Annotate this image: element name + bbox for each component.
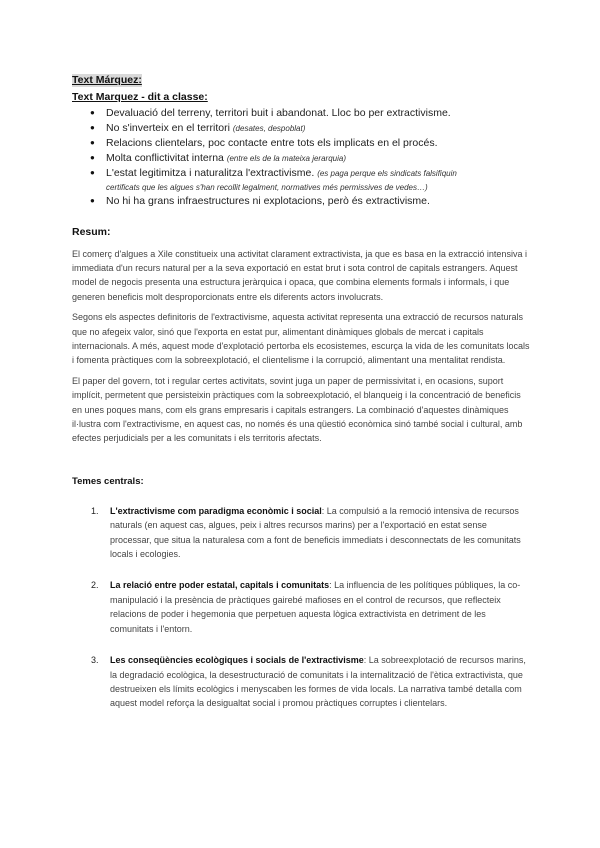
tema-text: : La influencia de les polítiques públiques, la co-manipulació i la presència de pràctiques gairebé mafioses en el control de recursos, que reflecteix relacions de poder i hegemonia que perpetuen aquesta lògica extractivista en detriment de les comunitats i l'entorn. — [110, 580, 521, 634]
tema-item — [72, 578, 530, 636]
bullet-text: L'estat legitimitza i naturalitza l'extractivisme. — [106, 167, 315, 180]
tema-number: 1. — [91, 505, 99, 516]
bullet-text: Molta conflictivitat interna — [106, 151, 224, 164]
temes-heading: Temes centrals: — [72, 475, 144, 487]
temes-list — [72, 504, 530, 711]
resum-paragraph: Segons els aspectes definitoris de l'extractivisme, aquesta activitat representa una extracció de recursos naturals que no afegeix valor, sinó que l'exporta en estat pur, alimentant dinàmiques globals de mercat i capitals internacionals. A més, aquest mode d'explotació pertorba els ecosistemes, escurça la vida de les comunitats locals i fomenta pràctiques com la sobreexplotació, el clientelisme i la corrupció, alimentant una mentalitat rendista. — [72, 312, 530, 366]
resum-heading: Resum: — [72, 225, 111, 238]
doc-subtitle: Text Marquez - dit a classe: — [72, 91, 208, 103]
bullet-text: Relacions clientelars, poc contacte entre tots els implicats en el procés. — [106, 137, 438, 150]
bullet-text: No hi ha grans infraestructures ni explotacions, però és extractivisme. — [106, 194, 430, 207]
bullet-item — [92, 106, 530, 121]
tema-title: Les conseqüències ecològiques i socials de l'extractivisme — [110, 655, 364, 666]
bullet-text: Devaluació del terreny, territori buit i abandonat. Lloc bo per extractivisme. — [106, 107, 451, 119]
resum-paragraph: El comerç d'algues a Xile constitueix una activitat clarament extractivista, ja que es basa en la extracció intensiva i immediata d'un recurs natural per a la seva exportació en estat brut i sota control de capitals estrangers. Aquest model de negocis presenta una estructura jeràrquica i opaca, que combina elements formals i informals, i que generen beneficis molt desproporcionats entre els diferents actors involucrats. — [72, 248, 527, 302]
bullet-note-continued: certificats que les algues s'han recollit legalment, normatives més permissives de vedes…) — [106, 182, 428, 192]
resum-paragraph: El paper del govern, tot i regular certes activitats, sovint juga un paper de permissivitat i, en ocasions, suport implícit, permetent que persisteixin pràctiques com la sobreexplotació, el blanqueig i la concentració de beneficis en unes poques mans, com els grans empresaris i capitals estrangers. La combinació d'aquestes dinàmiques il·lustra com l'extractivisme, en aquest cas, no només és una qüestió econòmica sinó també social i cultural, amb efectes perjudicials per a les comunitats i els territoris afectats. — [72, 375, 523, 444]
bullet-item — [92, 151, 530, 167]
tema-item — [72, 504, 530, 562]
tema-title: La relació entre poder estatal, capitals i comunitats — [110, 580, 330, 591]
bullet-text: No s'inverteix en el territori — [106, 121, 230, 134]
bullet-item — [92, 166, 530, 194]
tema-number: 2. — [91, 580, 99, 591]
bullet-note: (desates, despoblat) — [232, 123, 306, 133]
tema-text: : La sobreexplotació de recursos marins, la degradació ecològica, la desestructuració de comunitats i la internalització de l'ètica extractivista, que destrueixen els límits ecològics i menyscaben les formes de vida locals. La narrativa també detalla com aquest model reforça la desigualtat social i promou pràctiques corruptes i clientelars. — [110, 655, 526, 709]
tema-text: : La compulsió a la remoció intensiva de recursos naturals (en aquest cas, algues, peix i altres recursos marins) per a l'exportació en estat sense processar, que situa la naturalesa com a font de beneficis immediats i desconnectats de les comunitats locals i ecologies. — [110, 505, 521, 560]
bullet-note: (entre els de la mateixa jerarquia) — [226, 153, 346, 163]
tema-title: L'extractivisme com paradigma econòmic i social — [110, 505, 322, 516]
bullet-item — [92, 194, 530, 209]
bullet-note: (es paga perque els sindicats falsifiquin — [317, 169, 457, 179]
doc-title: Text Márquez: — [72, 74, 142, 86]
tema-number: 3. — [91, 655, 99, 666]
tema-item — [72, 653, 530, 711]
bullet-item — [92, 136, 530, 151]
bullet-list — [72, 106, 530, 209]
bullet-item — [92, 121, 530, 137]
